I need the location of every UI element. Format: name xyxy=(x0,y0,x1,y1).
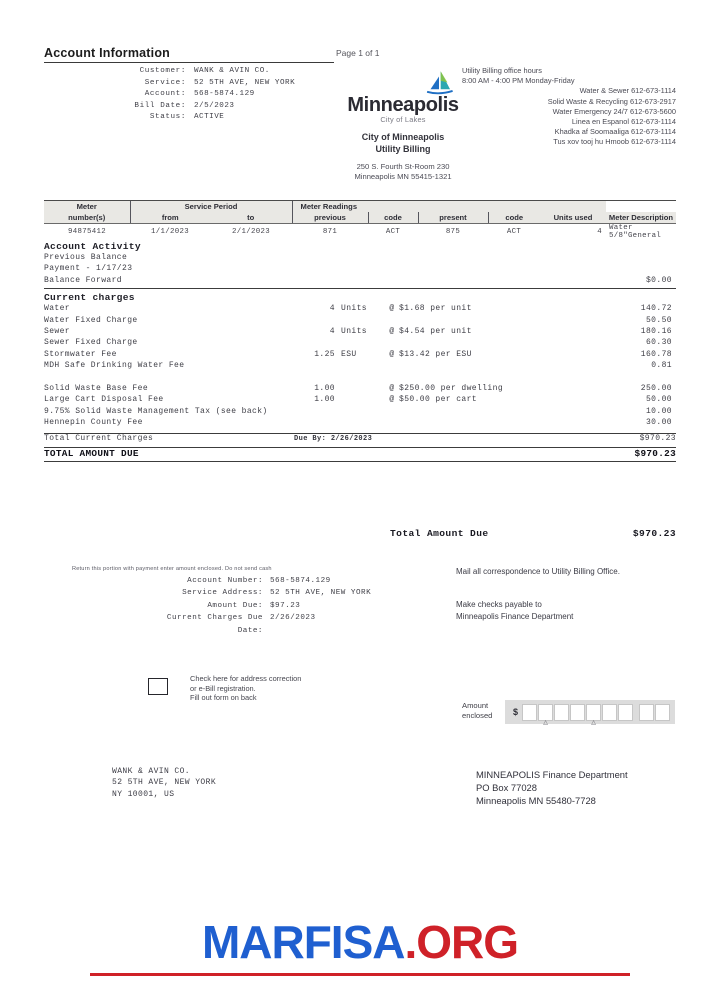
totals-bottom-divider xyxy=(44,461,676,462)
logo-tagline: City of Lakes xyxy=(380,115,426,124)
account-field-bill-date xyxy=(120,101,350,113)
charge-desc-water: Water xyxy=(44,304,71,314)
account-field-status-value: ACTIVE xyxy=(194,113,225,122)
charge-rate-solid-waste-base: $250.00 per dwelling xyxy=(399,383,504,393)
remittance-address xyxy=(476,768,628,807)
cell-from: 1/1/2023 xyxy=(151,228,189,236)
account-field-account-value: 568-5874.129 xyxy=(194,90,255,99)
meter-group-meter: Meter xyxy=(44,201,130,212)
charge-row-mdh-fee xyxy=(44,361,676,372)
logo-address-line1: 250 S. Fourth St-Room 230 xyxy=(356,162,450,171)
charge-row-water-fixed xyxy=(44,316,676,327)
minneapolis-logo xyxy=(338,70,468,182)
amount-enclosed-input-grid[interactable] xyxy=(505,700,675,724)
activity-row-payment xyxy=(44,264,676,275)
logo-org-line1: City of Minneapolis xyxy=(361,132,445,142)
stub-field-amount-due xyxy=(150,600,420,612)
total-current-charges-label: Total Current Charges xyxy=(44,434,154,443)
contact-solid-waste: Solid Waste & Recycling 612-673-2917 xyxy=(547,96,676,106)
charge-desc-mdh-fee: MDH Safe Drinking Water Fee xyxy=(44,361,185,371)
cell-units-label: Water xyxy=(609,224,633,232)
customer-address-line2: 52 5TH AVE, NEW YORK xyxy=(112,778,217,788)
charge-amount-water-fixed: 50.50 xyxy=(645,315,672,325)
customer-mailing-address xyxy=(112,766,216,800)
amount-cell[interactable] xyxy=(602,704,617,721)
activity-desc-payment: Payment - 1/17/23 xyxy=(44,264,133,274)
stub-account-number-label: Account Number: xyxy=(187,577,263,585)
col-units-used: Units used xyxy=(540,212,606,224)
amount-cell[interactable] xyxy=(618,704,633,721)
meter-table-group-header xyxy=(44,201,676,212)
total-amount-due-row xyxy=(44,448,676,461)
charge-row-solid-waste-base xyxy=(44,384,676,395)
cell-to: 2/1/2023 xyxy=(232,228,270,236)
mail-correspondence-line: Mail all correspondence to Utility Billing Office. xyxy=(456,567,620,576)
make-checks-payable-line1: Make checks payable to xyxy=(456,600,542,609)
stub-service-address-label: Service Address: xyxy=(182,589,263,598)
charge-rate-sewer: $4.54 per unit xyxy=(399,326,472,336)
account-field-account xyxy=(120,89,350,101)
account-field-bill-date-label: Bill Date: xyxy=(134,101,186,110)
activity-desc-previous-balance: Previous Balance xyxy=(44,253,128,262)
mail-instructions xyxy=(456,566,686,622)
stub-service-address-value: 52 5TH AVE, NEW YORK xyxy=(270,589,372,598)
contact-hmoob: Tus xov tooj hu Hmoob 612-673-1114 xyxy=(553,137,676,147)
cell-meter-number: 94875412 xyxy=(68,228,106,236)
due-by-date: 2/26/2023 xyxy=(330,435,373,443)
charge-qty-stormwater: 1.25 xyxy=(314,349,335,359)
meter-group-readings: Meter Readings xyxy=(292,201,606,212)
charge-desc-sewer-fixed: Sewer Fixed Charge xyxy=(44,338,138,348)
charge-desc-waste-tax: 9.75% Solid Waste Management Tax (see back) xyxy=(44,406,268,416)
due-by-label: Due By: xyxy=(294,435,327,443)
charge-rate-water: $1.68 per unit xyxy=(399,304,472,314)
col-code-present: code xyxy=(488,212,540,224)
charge-qty-large-cart: 1.00 xyxy=(314,395,335,405)
contact-block xyxy=(462,66,676,148)
account-field-service xyxy=(120,78,350,90)
charge-unit-water: Units xyxy=(341,304,368,314)
charge-at-large-cart: @ xyxy=(389,395,395,405)
charge-desc-large-cart: Large Cart Disposal Fee xyxy=(44,395,164,405)
amount-cell[interactable] xyxy=(538,704,553,726)
watermark-part2: .ORG xyxy=(404,916,519,968)
charge-row-stormwater xyxy=(44,350,676,361)
cell-code-previous: ACT xyxy=(385,228,401,236)
address-correction-checkbox[interactable] xyxy=(148,678,168,695)
charge-amount-waste-tax: 10.00 xyxy=(645,406,672,416)
comma-tick-icon: △ xyxy=(543,719,548,726)
amount-cell[interactable] xyxy=(639,704,654,721)
col-meter-number: number(s) xyxy=(44,212,130,224)
stub-due-date-value: 2/26/2023 xyxy=(270,614,316,623)
account-fields xyxy=(120,66,350,124)
dollar-sign-icon: $ xyxy=(512,707,518,717)
amount-enclosed-line2: enclosed xyxy=(462,711,493,720)
cell-units-used: 4 xyxy=(597,228,602,236)
charge-row-hennepin-fee xyxy=(44,418,676,429)
charge-amount-large-cart: 50.00 xyxy=(645,395,672,405)
charge-qty-water: 4 xyxy=(329,304,335,314)
charge-at-stormwater: @ xyxy=(389,349,395,359)
office-hours-title: Utility Billing office hours xyxy=(462,66,542,75)
total-amount-due-amount: $970.23 xyxy=(634,448,676,459)
charge-row-waste-tax xyxy=(44,407,676,418)
decimal-point-icon xyxy=(634,704,638,721)
charge-desc-sewer: Sewer xyxy=(44,326,71,336)
charge-amount-sewer-fixed: 60.30 xyxy=(645,338,672,348)
logo-org-line2: Utility Billing xyxy=(375,144,431,154)
watermark-part1: MARFISA xyxy=(201,916,405,968)
cell-previous: 871 xyxy=(322,228,338,236)
charge-qty-sewer: 4 xyxy=(329,326,335,336)
remit-address-line1: MINNEAPOLIS Finance Department xyxy=(476,769,628,780)
charge-rate-large-cart: $50.00 per cart xyxy=(399,395,478,405)
activity-amount-balance-forward: $0.00 xyxy=(645,275,672,285)
charge-unit-sewer: Units xyxy=(341,326,368,336)
col-previous: previous xyxy=(292,212,368,224)
logo-wordmark: Minneapolis xyxy=(347,94,459,116)
charge-amount-solid-waste-base: 250.00 xyxy=(640,383,672,393)
remit-address-line2: PO Box 77028 xyxy=(476,782,537,793)
account-activity-section xyxy=(44,241,676,429)
col-code-previous: code xyxy=(368,212,418,224)
meter-table xyxy=(44,200,676,240)
account-activity-title: Account Activity xyxy=(44,241,141,252)
charge-desc-water-fixed: Water Fixed Charge xyxy=(44,315,138,325)
table-row xyxy=(44,224,676,241)
remit-address-line3: Minneapolis MN 55480-7728 xyxy=(476,795,596,806)
customer-address-line3: NY 10001, US xyxy=(112,789,175,799)
account-field-service-value: 52 5TH AVE, NEW YORK xyxy=(194,78,296,87)
stub-field-account-number xyxy=(150,575,420,587)
due-by-block xyxy=(294,435,586,443)
charge-desc-stormwater: Stormwater Fee xyxy=(44,349,117,359)
current-charges-title: Current charges xyxy=(44,292,135,304)
account-field-customer-value: WANK & AVIN CO. xyxy=(194,67,270,75)
watermark xyxy=(0,915,720,976)
watermark-underline xyxy=(90,973,630,976)
charge-row-spacer xyxy=(44,373,676,384)
charge-row-large-cart xyxy=(44,395,676,406)
amount-cell[interactable] xyxy=(522,704,537,721)
stub-amount-due-value: $97.23 xyxy=(270,601,301,610)
total-current-charges-row xyxy=(44,434,676,447)
customer-address-line1: WANK & AVIN CO. xyxy=(112,767,191,776)
amount-enclosed-line1: Amount xyxy=(462,701,489,710)
watermark-text xyxy=(0,915,720,969)
amount-cell[interactable] xyxy=(655,704,670,721)
charge-at-sewer: @ xyxy=(389,326,395,336)
account-field-customer xyxy=(120,66,350,78)
office-hours-value: 8:00 AM - 4:00 PM Monday-Friday xyxy=(462,76,575,86)
col-meter-description: Meter Description xyxy=(606,212,676,224)
stub-field-due-date xyxy=(150,612,420,637)
account-field-status xyxy=(120,112,350,124)
activity-row-balance-forward xyxy=(44,276,676,287)
contact-espanol: Linea en Espanol 612-673-1114 xyxy=(571,117,676,127)
cell-present: 875 xyxy=(445,228,461,236)
account-field-customer-label: Customer: xyxy=(139,67,186,75)
make-checks-payable-line2: Minneapolis Finance Department xyxy=(456,611,574,621)
stub-amount-due-label: Amount Due: xyxy=(207,601,263,610)
page-indicator: Page 1 of 1 xyxy=(336,48,380,58)
cell-code-present: ACT xyxy=(506,228,522,236)
amount-cell[interactable] xyxy=(554,704,569,721)
address-correction-text xyxy=(190,674,301,703)
amount-cell[interactable] xyxy=(586,704,601,726)
cell-description-text: 5/8"General xyxy=(609,232,662,240)
meter-group-spacer xyxy=(606,201,676,212)
logo-address-line2: Minneapolis MN 55415-1321 xyxy=(354,172,452,181)
col-present: present xyxy=(418,212,488,224)
checkbox-line2: or e-Bill registration. xyxy=(190,683,256,693)
account-field-status-label: Status: xyxy=(149,113,186,122)
meter-group-service-period: Service Period xyxy=(130,201,292,212)
charge-at-solid-waste-base: @ xyxy=(389,383,395,393)
stub-total-amount: $970.23 xyxy=(632,528,676,539)
charge-row-water xyxy=(44,304,676,315)
account-field-service-label: Service: xyxy=(144,78,186,87)
col-to: to xyxy=(210,212,292,224)
total-current-charges-amount: $970.23 xyxy=(639,434,676,443)
charge-row-sewer xyxy=(44,327,676,338)
account-field-account-label: Account: xyxy=(144,90,186,99)
charge-row-sewer-fixed xyxy=(44,338,676,349)
stub-fields xyxy=(150,575,420,637)
activity-desc-balance-forward: Balance Forward xyxy=(44,275,123,285)
charge-at-water: @ xyxy=(389,304,395,314)
amount-cell[interactable] xyxy=(570,704,585,721)
charge-amount-sewer: 180.16 xyxy=(640,326,672,336)
meter-table-column-header xyxy=(44,212,676,224)
checkbox-line1: Check here for address correction xyxy=(190,674,302,683)
cell-meter-description xyxy=(606,224,676,241)
stub-field-service-address xyxy=(150,587,420,599)
charge-desc-hennepin-fee: Hennepin County Fee xyxy=(44,418,143,428)
account-field-bill-date-value: 2/5/2023 xyxy=(194,101,235,110)
stub-account-number-value: 568-5874.129 xyxy=(270,577,331,585)
charge-qty-solid-waste-base: 1.00 xyxy=(314,383,335,393)
total-amount-due-label: TOTAL AMOUNT DUE xyxy=(44,448,139,459)
col-from: from xyxy=(130,212,210,224)
comma-tick-icon: △ xyxy=(591,719,596,726)
stub-total-row xyxy=(390,528,676,539)
totals-section xyxy=(44,433,676,462)
contact-soomaaliga: Khadka af Soomaaliga 612-673-1114 xyxy=(554,127,676,137)
charge-rate-stormwater: $13.42 per ESU xyxy=(399,349,472,359)
charge-amount-stormwater: 160.78 xyxy=(640,349,672,359)
charge-unit-stormwater: ESU xyxy=(341,349,357,359)
activity-row-previous-balance xyxy=(44,253,676,264)
charge-amount-water: 140.72 xyxy=(640,304,672,314)
contact-water-emergency: Water Emergency 24/7 612-673-5600 xyxy=(552,106,676,116)
balance-forward-divider xyxy=(44,288,676,289)
amount-enclosed-label xyxy=(462,701,492,721)
charge-amount-hennepin-fee: 30.00 xyxy=(645,418,672,428)
checkbox-line3: Fill out form on back xyxy=(190,693,257,703)
sailboat-icon xyxy=(422,70,456,100)
charge-desc-solid-waste-base: Solid Waste Base Fee xyxy=(44,383,149,393)
stub-instructions: Return this portion with payment enter amount enclosed. Do not send cash xyxy=(72,566,272,572)
page-title: Account Information xyxy=(44,46,171,60)
stub-due-date-label: Current Charges Due Date: xyxy=(166,614,263,635)
stub-total-label: Total Amount Due xyxy=(390,528,489,539)
contact-water-sewer: Water & Sewer 612-673-1114 xyxy=(579,86,676,96)
charge-amount-mdh-fee: 0.81 xyxy=(651,361,672,371)
header-divider xyxy=(44,62,334,63)
